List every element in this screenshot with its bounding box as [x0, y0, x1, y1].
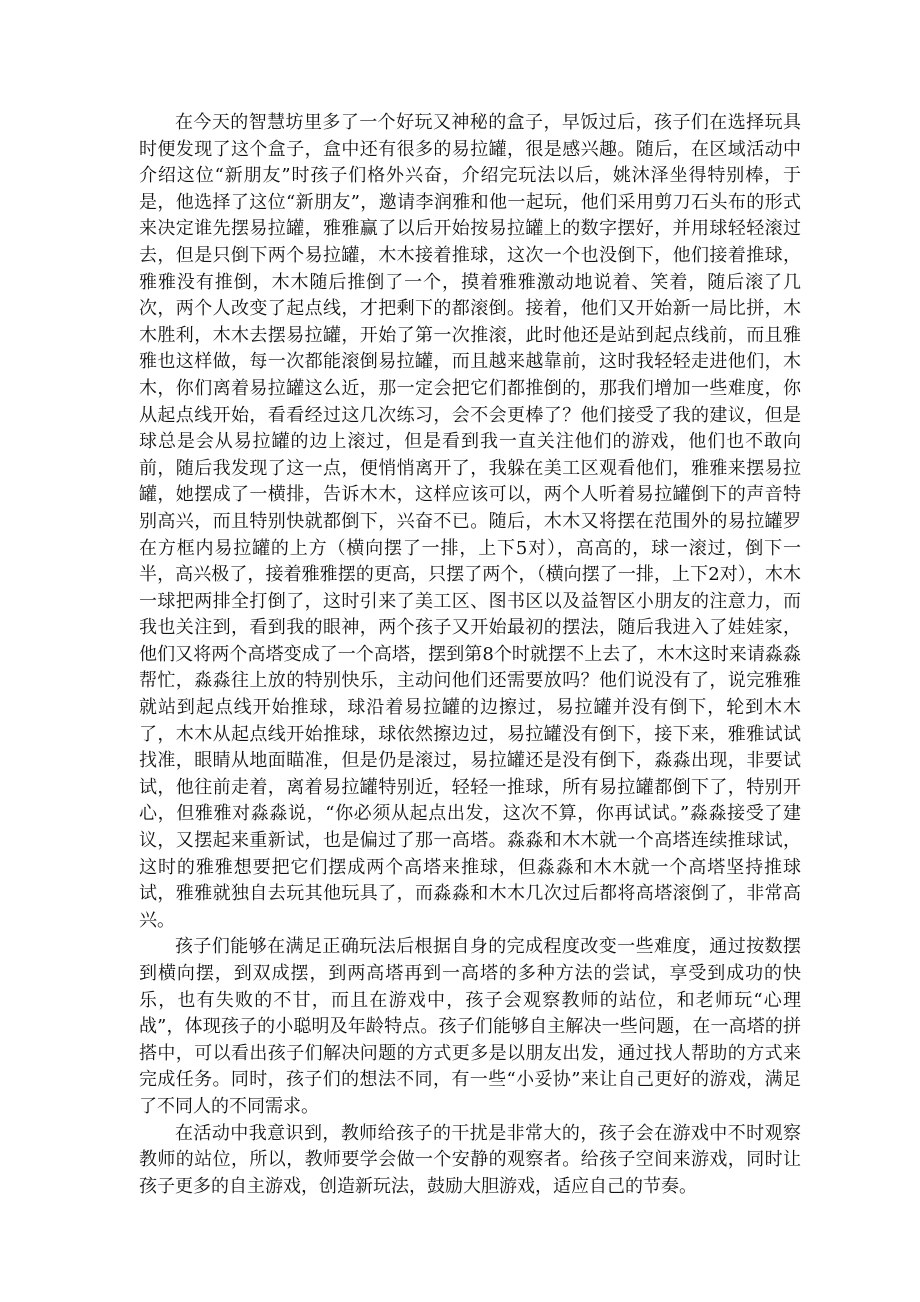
document-body: [139, 110, 801, 1200]
paragraph-reflection: 在活动中我意识到，教师给孩子的干扰是非常大的，孩子会在游戏中不时观察教师的站位，所以，教师要学会做一个安静的观察者。给孩子空间来游戏，同时让孩子更多的自主游戏，创造新玩法，鼓励大胆游戏，适应自己的节奏。: [139, 1122, 801, 1197]
paragraph-observation: 在今天的智慧坊里多了一个好玩又神秘的盒子，早饭过后，孩子们在选择玩具时便发现了这个盒子，盒中还有很多的易拉罐，很是感兴趣。随后，在区域活动中介绍这位“新朋友”时孩子们格外兴奋，介绍完玩法以后，姚沐泽坐得特别棒，于是，他选择了这位“新朋友”，邀请李润雅和他一起玩，他们采用剪刀石头布的形式来决定谁先摆易拉罐，雅雅赢了以后开始按易拉罐上的数字摆好，并用球轻轻滚过去，但是只倒下两个易拉罐，木木接着推球，这次一个也没倒下，他们接着推球，雅雅没有推倒，木木随后推倒了一个，摸着雅雅激动地说着、笑着，随后滚了几次，两个人改变了起点线，才把剩下的都滚倒。接着，他们又开始新一局比拼，木木胜利，木木去摆易拉罐，开始了第一次推滚，此时他还是站到起点线前，而且雅雅也这样做，每一次都能滚倒易拉罐，而且越来越靠前，这时我轻轻走进他们，木木，你们离着易拉罐这么近，那一定会把它们都推倒的，那我们增加一些难度，你从起点线开始，看看经过这几次练习，会不会更棒了？他们接受了我的建议，但是球总是会从易拉罐的边上滚过，但是看到我一直关注他们的游戏，他们也不敢向前，随后我发现了这一点，便悄悄离开了，我躲在美工区观看他们，雅雅来摆易拉罐，她摆成了一横排，告诉木木，这样应该可以，两个人听着易拉罐倒下的声音特别高兴，而且特别快就都倒下，兴奋不已。随后，木木又将摆在范围外的易拉罐罗在方框内易拉罐的上方（横向摆了一排，上下5对），高高的，球一滚过，倒下一半，高兴极了，接着雅雅摆的更高，只摆了两个，（横向摆了一排，上下2对），木木一球把两排全打倒了，这时引来了美工区、图书区以及益智区小朋友的注意力，而我也关注到，看到我的眼神，两个孩子又开始最初的摆法，随后我进入了娃娃家，他们又将两个高塔变成了一个高塔，摆到第8个时就摆不上去了，木木这时来请淼淼帮忙，淼淼往上放的特别快乐，主动问他们还需要放吗？他们说没有了，说完雅雅就站到起点线开始推球，球沿着易拉罐的边擦过，易拉罐并没有倒下，轮到木木了，木木从起点线开始推球，球依然擦边过，易拉罐没有倒下，接下来，雅雅试试找准，眼睛从地面瞄准，但是仍是滚过，易拉罐还是没有倒下，淼淼出现，非要试试，他往前走着，离着易拉罐特别近，轻轻一推球，所有易拉罐都倒下了，特别开心，但雅雅对淼淼说，“你必须从起点出发，这次不算，你再试试。”淼淼接受了建议，又摆起来重新试，也是偏过了那一高塔。淼淼和木木就一个高塔连续推球试，这时的雅雅想要把它们摆成两个高塔来推球，但淼淼和木木就一个高塔坚持推球试，雅雅就独自去玩其他玩具了，而淼淼和木木几次过后都将高塔滚倒了，非常高兴。: [139, 112, 801, 931]
paragraph-analysis: 孩子们能够在满足正确玩法后根据自身的完成程度改变一些难度，通过按数摆到横向摆，到双成摆，到两高塔再到一高塔的多种方法的尝试，享受到成功的快乐，也有失败的不甘，而且在游戏中，孩子会观察教师的站位，和老师玩“心理战”，体现孩子的小聪明及年龄特点。孩子们能够自主解决一些问题，在一高塔的拼搭中，可以看出孩子们解决问题的方式更多是以朋友出发，通过找人帮助的方式来完成任务。同时，孩子们的想法不同，有一些“小妥协”来让自己更好的游戏，满足了不同人的不同需求。: [139, 936, 801, 1117]
